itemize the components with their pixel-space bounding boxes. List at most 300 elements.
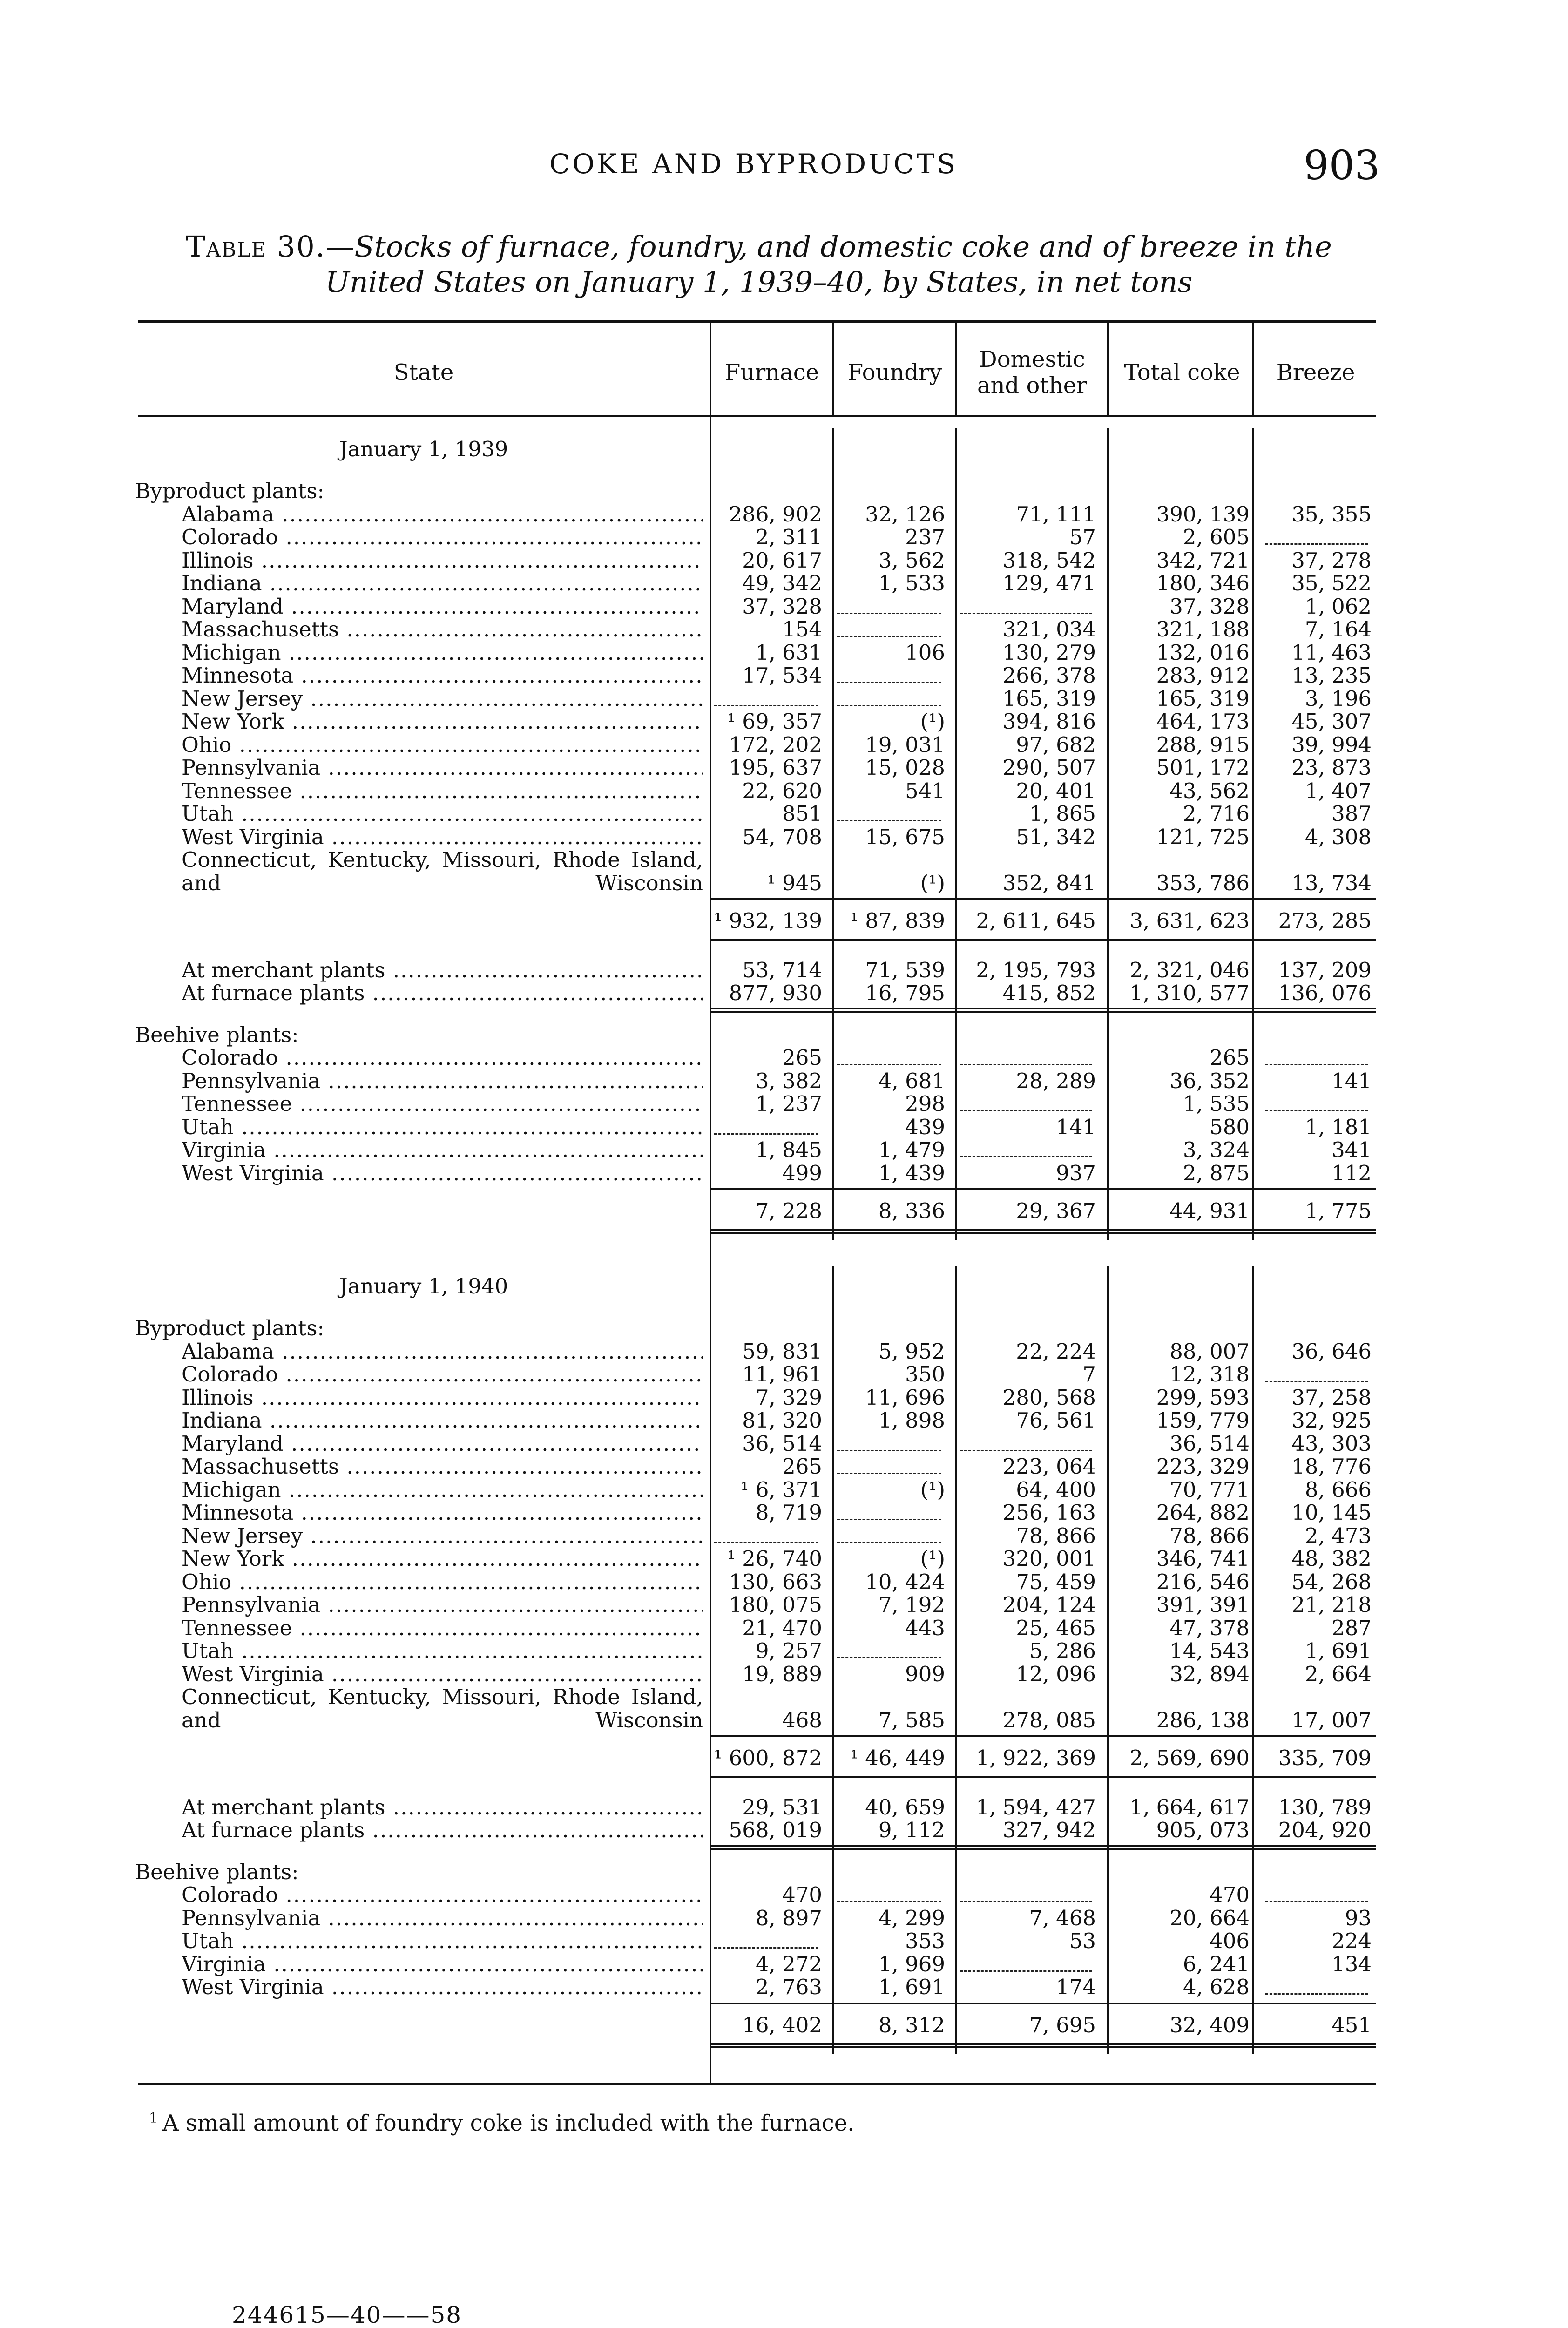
row-label: Tennessee .....: [182, 1617, 703, 1640]
row-label: Utah .....: [182, 1929, 703, 1953]
row-value: 78, 866: [1016, 1523, 1096, 1548]
row-value: 70, 771: [1169, 1477, 1250, 1502]
row-label: Ohio .....: [182, 733, 703, 757]
row-value: (¹): [920, 870, 945, 895]
total-row: [0, 1746, 1568, 1770]
table-row: [0, 1386, 1568, 1409]
row-value: 7, 585: [878, 1707, 945, 1732]
total-value: ¹ 46, 449: [850, 1746, 945, 1770]
row-value: 28, 289: [1016, 1068, 1096, 1093]
row-value: 1, 691: [1304, 1638, 1372, 1663]
row-value: 439: [905, 1114, 945, 1139]
row-label: Utah .....: [182, 1116, 703, 1139]
row-value: 32, 925: [1291, 1408, 1372, 1433]
section-title: [0, 438, 1568, 461]
row-value: 134: [1331, 1951, 1372, 1976]
table-row: [0, 1593, 1568, 1617]
row-value: 129, 471: [1002, 571, 1096, 596]
row-value: 71, 111: [1016, 501, 1096, 527]
row-value: 15, 028: [865, 755, 945, 780]
row-value: 580: [1210, 1114, 1250, 1139]
total-value: ¹ 932, 139: [714, 908, 822, 933]
table-row: [0, 710, 1568, 733]
row-label: Colorado .....: [182, 1363, 703, 1386]
row-value: 1, 631: [755, 640, 822, 665]
row-label: Indiana .....: [182, 572, 703, 595]
row-value: 2, 311: [755, 525, 822, 549]
total-value: 29, 367: [1016, 1198, 1096, 1223]
row-value: 265: [1210, 1045, 1250, 1070]
row-value: 288, 915: [1156, 732, 1250, 757]
row-value: 13, 734: [1291, 870, 1372, 895]
table-row: [0, 549, 1568, 572]
row-value: 1, 865: [1029, 801, 1096, 826]
row-value: 280, 568: [1002, 1385, 1096, 1410]
row-value: 443: [905, 1615, 945, 1640]
row-value: 298: [905, 1091, 945, 1116]
row-value: 204, 920: [1278, 1818, 1372, 1842]
total-rule: [711, 1229, 1376, 1234]
table-row: [0, 641, 1568, 664]
row-value: 394, 816: [1002, 709, 1096, 734]
row-value: 47, 378: [1169, 1615, 1250, 1640]
column-divider: [832, 1266, 834, 2054]
row-value: 93: [1345, 1905, 1372, 1930]
column-header-furnace: Furnace: [725, 359, 819, 386]
row-value: 43, 303: [1291, 1431, 1372, 1456]
total-value: 1, 922, 369: [976, 1746, 1096, 1770]
row-value: 568, 019: [729, 1818, 822, 1842]
row-label: Michigan .....: [182, 641, 703, 664]
group-heading-label: Beehive plants:: [135, 1860, 299, 1884]
row-value: 278, 085: [1002, 1707, 1096, 1732]
column-divider: [1252, 428, 1254, 1240]
row-value: 5, 286: [1029, 1638, 1096, 1663]
row-value: 20, 664: [1169, 1905, 1250, 1930]
row-value: 499: [782, 1160, 822, 1185]
row-label: Maryland .....: [182, 1432, 703, 1455]
table-row: [0, 687, 1568, 711]
row-value: 19, 889: [742, 1661, 822, 1686]
row-value: 541: [905, 778, 945, 803]
row-value: 464, 173: [1156, 709, 1250, 734]
table-row: [0, 1524, 1568, 1548]
row-value: 20, 401: [1016, 778, 1096, 803]
column-header-breeze: Breeze: [1276, 359, 1355, 386]
total-value: 16, 402: [742, 2012, 822, 2037]
row-value: 36, 514: [742, 1431, 822, 1456]
row-label: Minnesota .....: [182, 1501, 703, 1524]
row-value: 341: [1331, 1137, 1372, 1162]
table-row: [0, 595, 1568, 618]
table-row: [0, 1883, 1568, 1907]
section-date: January 1, 1940: [339, 1275, 508, 1298]
row-value: 4, 628: [1183, 1975, 1250, 1999]
row-value: 4, 681: [878, 1068, 945, 1093]
row-label: Tennessee .....: [182, 779, 703, 803]
row-value: 48, 382: [1291, 1546, 1372, 1571]
row-value: 265: [782, 1045, 822, 1070]
row-value: 16, 795: [865, 981, 945, 1005]
row-value: 35, 522: [1291, 571, 1372, 596]
row-value: 14, 543: [1169, 1638, 1250, 1663]
row-value: 390, 139: [1156, 501, 1250, 527]
row-value: 78, 866: [1169, 1523, 1250, 1548]
row-value: ¹ 69, 357: [727, 709, 822, 734]
group-heading: [0, 1023, 1568, 1047]
row-value: 19, 031: [865, 732, 945, 757]
row-value: 327, 942: [1002, 1818, 1096, 1842]
row-value: 342, 721: [1156, 548, 1250, 573]
row-value: 36, 352: [1169, 1068, 1250, 1093]
table-row: [0, 1953, 1568, 1976]
row-value: 88, 007: [1169, 1339, 1250, 1364]
total-rule: [711, 939, 1376, 941]
row-label: Ohio .....: [182, 1570, 703, 1594]
row-value: 1, 479: [878, 1137, 945, 1162]
column-header-state: State: [393, 359, 454, 386]
row-value: 154: [782, 617, 822, 642]
row-label: West Virginia .....: [182, 1162, 703, 1185]
row-label: Virginia .....: [182, 1953, 703, 1976]
row-value: 37, 258: [1291, 1385, 1372, 1410]
table-row: [0, 1501, 1568, 1524]
table-row: [0, 1432, 1568, 1455]
row-value: 106: [905, 640, 945, 665]
total-value: 3, 631, 623: [1129, 908, 1250, 933]
row-value: 1, 594, 427: [976, 1794, 1096, 1820]
row-value: 51, 342: [1016, 824, 1096, 849]
table-row: [0, 1116, 1568, 1139]
row-label: Indiana .....: [182, 1409, 703, 1432]
row-value: 1, 310, 577: [1129, 981, 1250, 1005]
table-row: [0, 618, 1568, 641]
row-value: 1, 407: [1304, 778, 1372, 803]
row-label: Virginia .....: [182, 1138, 703, 1162]
total-value: 8, 312: [878, 2012, 945, 2037]
row-value: 3, 382: [755, 1068, 822, 1093]
table-row: [0, 756, 1568, 779]
table-row: [0, 526, 1568, 549]
row-value: 2, 195, 793: [976, 957, 1096, 982]
row-value: ¹ 6, 371: [740, 1477, 822, 1502]
row-label: New Jersey .....: [182, 1524, 703, 1548]
row-label: Pennsylvania .....: [182, 1069, 703, 1093]
table-row: [0, 1639, 1568, 1663]
table-row: [0, 1046, 1568, 1069]
table-row: [0, 848, 1568, 894]
row-value: 937: [1056, 1160, 1096, 1185]
row-value: 64, 400: [1016, 1477, 1096, 1502]
total-rule: [711, 1776, 1376, 1778]
group-heading: [0, 480, 1568, 503]
row-label: Maryland .....: [182, 595, 703, 618]
row-value: 40, 659: [865, 1794, 945, 1820]
row-value: 32, 894: [1169, 1661, 1250, 1686]
row-value: 851: [782, 801, 822, 826]
row-value: 216, 546: [1156, 1569, 1250, 1594]
row-value: 1, 845: [755, 1137, 822, 1162]
total-value: ¹ 87, 839: [850, 908, 945, 933]
row-value: 415, 852: [1002, 981, 1096, 1005]
subtotal-rule: [711, 2003, 1376, 2004]
row-value: 286, 138: [1156, 1707, 1250, 1732]
row-value: 141: [1056, 1114, 1096, 1139]
group-heading-label: Beehive plants:: [135, 1023, 299, 1047]
column-divider: [832, 428, 834, 1240]
row-value: 12, 318: [1169, 1362, 1250, 1387]
row-label: Illinois .....: [182, 1386, 703, 1409]
row-value: 165, 319: [1156, 686, 1250, 711]
row-value: 346, 741: [1156, 1546, 1250, 1571]
table-row: [0, 779, 1568, 803]
row-value: 7, 329: [755, 1385, 822, 1410]
row-value: 2, 875: [1183, 1160, 1250, 1185]
total-value: 7, 228: [755, 1198, 822, 1223]
row-value: 21, 470: [742, 1615, 822, 1640]
table-row: [0, 1547, 1568, 1570]
row-value: 130, 663: [729, 1569, 822, 1594]
row-value: 37, 328: [742, 594, 822, 619]
row-value: 17, 007: [1291, 1707, 1372, 1732]
row-label: New York .....: [182, 710, 703, 733]
row-value: 8, 897: [755, 1905, 822, 1930]
row-value: 12, 096: [1016, 1661, 1096, 1686]
row-value: 877, 930: [729, 981, 822, 1005]
row-value: 1, 664, 617: [1129, 1794, 1250, 1820]
row-value: 37, 278: [1291, 548, 1372, 573]
total-value: 7, 695: [1029, 2012, 1096, 2037]
print-imprint: 244615—40——58: [232, 2301, 462, 2328]
row-value: 97, 682: [1016, 732, 1096, 757]
row-value: 2, 716: [1183, 801, 1250, 826]
row-value: 353: [905, 1929, 945, 1953]
subtotal-rule: [711, 898, 1376, 900]
row-value: 3, 196: [1304, 686, 1372, 711]
subtotal-rule: [711, 1188, 1376, 1190]
row-value: 256, 163: [1002, 1500, 1096, 1525]
row-value: 391, 391: [1156, 1592, 1250, 1617]
row-value: 141: [1331, 1068, 1372, 1093]
column-divider: [1107, 428, 1109, 1240]
row-label: New Jersey .....: [182, 687, 703, 711]
row-value: 35, 355: [1291, 501, 1372, 527]
row-value: 501, 172: [1156, 755, 1250, 780]
row-value: 287: [1331, 1615, 1372, 1640]
row-value: 350: [905, 1362, 945, 1387]
group-heading-label: Byproduct plants:: [135, 1317, 324, 1340]
row-value: 204, 124: [1002, 1592, 1096, 1617]
row-value: 290, 507: [1002, 755, 1096, 780]
table-row: [0, 1455, 1568, 1478]
row-label: West Virginia .....: [182, 826, 703, 849]
table-row: [0, 572, 1568, 595]
table-row: [0, 1162, 1568, 1185]
row-value: 17, 534: [742, 663, 822, 688]
subtotal-rule: [711, 1735, 1376, 1737]
row-value: 286, 902: [729, 501, 822, 527]
row-value: (¹): [920, 1546, 945, 1571]
row-label: Connecticut, Kentucky, Missouri, Rhode Island, and Wisconsin: [182, 1685, 703, 1732]
row-value: 321, 188: [1156, 617, 1250, 642]
row-label: Pennsylvania .....: [182, 1593, 703, 1617]
table-row: [0, 1478, 1568, 1502]
column-header-domestic: Domestic and other: [977, 346, 1087, 399]
row-value: 2, 664: [1304, 1661, 1372, 1686]
row-value: 25, 465: [1016, 1615, 1096, 1640]
row-value: 905, 073: [1156, 1818, 1250, 1842]
table-row: [0, 1663, 1568, 1686]
row-value: 470: [782, 1882, 822, 1907]
footnote-mark: 1: [149, 2110, 158, 2126]
row-value: 76, 561: [1016, 1408, 1096, 1433]
section-title: [0, 1275, 1568, 1298]
row-value: 2, 763: [755, 1975, 822, 1999]
row-value: 223, 329: [1156, 1454, 1250, 1479]
running-title: COKE AND BYPRODUCTS: [549, 148, 958, 180]
row-value: 39, 994: [1291, 732, 1372, 757]
row-value: 53, 714: [742, 957, 822, 982]
row-value: 299, 593: [1156, 1385, 1250, 1410]
table-label: Table 30.: [186, 230, 326, 264]
row-value: 45, 307: [1291, 709, 1372, 734]
row-value: 223, 064: [1002, 1454, 1096, 1479]
row-value: 195, 637: [729, 755, 822, 780]
row-value: 909: [905, 1661, 945, 1686]
row-label: Alabama .....: [182, 503, 703, 526]
row-label: Illinois .....: [182, 549, 703, 572]
row-value: 237: [905, 525, 945, 549]
row-label: Minnesota .....: [182, 664, 703, 687]
column-divider: [1107, 1266, 1109, 2054]
row-value: 59, 831: [742, 1339, 822, 1364]
row-label: Pennsylvania .....: [182, 1907, 703, 1930]
row-value: ¹ 26, 740: [727, 1546, 822, 1571]
column-divider: [955, 1266, 957, 2054]
column-header-total-coke: Total coke: [1124, 359, 1240, 386]
row-value: 2, 321, 046: [1129, 957, 1250, 982]
row-label: Michigan .....: [182, 1478, 703, 1502]
row-value: 1, 535: [1183, 1091, 1250, 1116]
row-value: 1, 898: [878, 1408, 945, 1433]
table-row: [0, 1138, 1568, 1162]
row-value: 8, 666: [1304, 1477, 1372, 1502]
row-value: 9, 257: [755, 1638, 822, 1663]
row-value: 137, 209: [1278, 957, 1372, 982]
row-label: Colorado .....: [182, 1046, 703, 1069]
row-value: 5, 952: [878, 1339, 945, 1364]
row-value: 320, 001: [1002, 1546, 1096, 1571]
row-value: 7, 468: [1029, 1905, 1096, 1930]
table-row: [0, 1617, 1568, 1640]
table-row: [0, 1092, 1568, 1116]
row-value: 23, 873: [1291, 755, 1372, 780]
row-value: 8, 719: [755, 1500, 822, 1525]
row-value: 9, 112: [878, 1818, 945, 1842]
row-value: 4, 299: [878, 1905, 945, 1930]
row-value: 2, 605: [1183, 525, 1250, 549]
group-heading-label: Byproduct plants:: [135, 480, 324, 503]
row-value: ¹ 945: [767, 870, 822, 895]
row-value: 468: [782, 1707, 822, 1732]
row-value: 4, 308: [1304, 824, 1372, 849]
row-value: 7, 192: [878, 1592, 945, 1617]
row-value: 265: [782, 1454, 822, 1479]
row-value: (¹): [920, 709, 945, 734]
row-value: 121, 725: [1156, 824, 1250, 849]
total-value: 451: [1331, 2012, 1372, 2037]
group-rule: [711, 1008, 1376, 1013]
row-value: 406: [1210, 1929, 1250, 1953]
row-value: 71, 539: [865, 957, 945, 982]
row-value: (¹): [920, 1477, 945, 1502]
table-row: [0, 1929, 1568, 1953]
row-label: Utah .....: [182, 1639, 703, 1663]
table-row: [0, 826, 1568, 849]
total-value: 44, 931: [1169, 1198, 1250, 1223]
row-value: 57: [1069, 525, 1096, 549]
total-row: [0, 909, 1568, 933]
row-label: West Virginia .....: [182, 1663, 703, 1686]
row-value: 32, 126: [865, 501, 945, 527]
row-value: 112: [1331, 1160, 1372, 1185]
group-heading: [0, 1861, 1568, 1884]
row-value: 3, 324: [1183, 1137, 1250, 1162]
row-value: 165, 319: [1002, 686, 1096, 711]
table-row: [0, 1069, 1568, 1093]
group-rule: [711, 1845, 1376, 1850]
row-value: 159, 779: [1156, 1408, 1250, 1433]
table-row: [0, 959, 1568, 982]
row-value: 352, 841: [1002, 870, 1096, 895]
row-value: 22, 620: [742, 778, 822, 803]
row-value: 130, 279: [1002, 640, 1096, 665]
table-row: [0, 802, 1568, 826]
row-value: 10, 145: [1291, 1500, 1372, 1525]
total-value: 32, 409: [1169, 2012, 1250, 2037]
row-label: New York .....: [182, 1547, 703, 1570]
row-value: 1, 181: [1304, 1114, 1372, 1139]
row-value: 1, 533: [878, 571, 945, 596]
row-value: 54, 268: [1291, 1569, 1372, 1594]
row-value: 132, 016: [1156, 640, 1250, 665]
row-value: 36, 646: [1291, 1339, 1372, 1364]
row-value: 1, 062: [1304, 594, 1372, 619]
total-value: 2, 611, 645: [976, 908, 1096, 933]
total-rule: [711, 2043, 1376, 2048]
row-label: Colorado .....: [182, 1883, 703, 1907]
row-value: 11, 696: [865, 1385, 945, 1410]
table-row: [0, 503, 1568, 526]
row-value: 7: [1082, 1362, 1096, 1387]
row-value: 37, 328: [1169, 594, 1250, 619]
row-value: 29, 531: [742, 1794, 822, 1820]
row-label: At furnace plants .....: [182, 1819, 703, 1842]
row-label: At merchant plants .....: [182, 959, 703, 982]
column-divider: [1252, 1266, 1254, 2054]
row-value: 21, 218: [1291, 1592, 1372, 1617]
row-value: 4, 272: [755, 1951, 822, 1976]
footnote-text: A small amount of foundry coke is included with the furnace.: [162, 2110, 855, 2136]
table-row: [0, 664, 1568, 687]
row-value: 49, 342: [742, 571, 822, 596]
row-label: Tennessee .....: [182, 1092, 703, 1116]
table-row: [0, 1976, 1568, 1999]
column-header-foundry: Foundry: [847, 359, 942, 386]
page-number: 903: [1304, 142, 1380, 189]
row-value: 353, 786: [1156, 870, 1250, 895]
row-value: 136, 076: [1278, 981, 1372, 1005]
